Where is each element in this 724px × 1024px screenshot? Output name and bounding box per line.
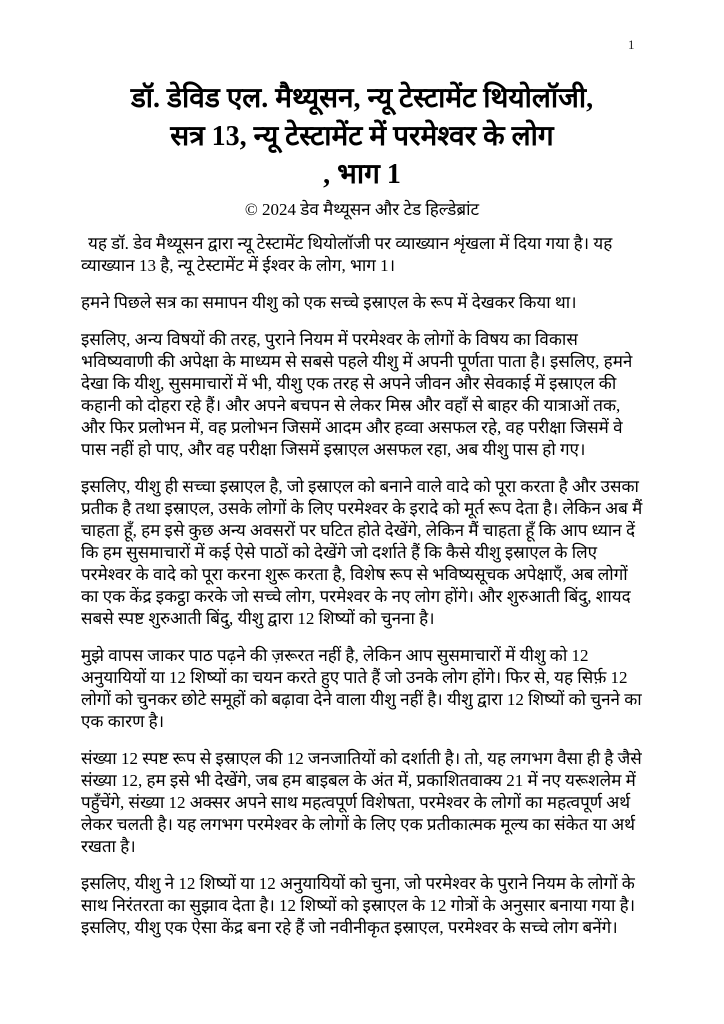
document-title	[0, 80, 724, 194]
paragraph-3: इसलिए, अन्य विषयों की तरह, पुराने नियम में परमेश्वर के लोगों के विषय का विकास भविष्यवाणी की अपेक्षा के माध्यम से सबसे पहले यीशु में अपनी पूर्णता पाता है। इसलिए, हमने देखा कि यीशु, सुसमाचारों में भी, यीशु एक तरह से अपने जीवन और सेवकाई में इस्राएल की कहानी को दोहरा रहे हैं। और अपने बचपन से लेकर मिस्र और वहाँ से बाहर की यात्राओं तक, और फिर प्रलोभन में, वह प्रलोभन जिसमें आदम और हव्वा असफल रहे, वह परीक्षा जिसमें वे पास नहीं हो पाए, और वह परीक्षा जिसमें इस्राएल असफल रहा, अब यीशु पास हो गए।	[81, 330, 633, 459]
title-line-3: , भाग 1	[323, 159, 401, 190]
document-body	[81, 233, 648, 939]
paragraph-4: इसलिए, यीशु ही सच्चा इस्राएल है, जो इस्राएल को बनाने वाले वादे को पूरा करता है और उसका प्रतीक है तथा इस्राएल, उसके लोगों के लिए परमेश्वर के इरादे को मूर्त रूप देता है। लेकिन अब मैं चाहता हूँ, हम इसे कुछ अन्य अवसरों पर घटित होते देखेंगे, लेकिन मैं चाहता हूँ कि आप ध्यान दें कि हम सुसमाचारों में कई ऐसे पाठों को देखेंगे जो दर्शाते हैं कि कैसे यीशु इस्राएल के लिए परमेश्वर के वादे को पूरा करना शुरू करता है, विशेष रूप से भविष्यसूचक अपेक्षाएँ, अब लोगों का एक केंद्र इकट्ठा करके जो सच्चे लोग, परमेश्वर के नए लोग होंगे। और शुरुआती बिंदु, शायद सबसे स्पष्ट शुरुआती बिंदु, यीशु द्वारा 12 शिष्यों को चुनना है।	[81, 477, 643, 628]
paragraph-1: यह डॉ. डेव मैथ्यूसन द्वारा न्यू टेस्टामेंट थियोलॉजी पर व्याख्यान शृंखला में दिया गया है। यह व्याख्यान 13 है, न्यू टेस्टामेंट में ईश्वर के लोग, भाग 1।	[81, 234, 613, 275]
page-number: 1	[628, 37, 635, 52]
paragraph-5: मुझे वापस जाकर पाठ पढ़ने की ज़रूरत नहीं है, लेकिन आप सुसमाचारों में यीशु को 12 अनुयायियों या 12 शिष्यों का चयन करते हुए पाते हैं जो उनके लोग होंगे। फिर से, यह सिर्फ़ 12 लोगों को चुनकर छोटे समूहों को बढ़ावा देने वाला यीशु नहीं है। यीशु द्वारा 12 शिष्यों को चुनने का एक कारण है।	[81, 646, 642, 731]
paragraph-7: इसलिए, यीशु ने 12 शिष्यों या 12 अनुयायियों को चुना, जो परमेश्वर के पुराने नियम के लोगों के साथ निरंतरता का सुझाव देता है। 12 शिष्यों को इस्राएल के 12 गोत्रों के अनुसार बनाया गया है। इसलिए, यीशु एक ऐसा केंद्र बना रहे हैं जो नवीनीकृत इस्राएल, परमेश्वर के सच्चे लोग बनेंगे।	[81, 874, 636, 937]
title-line-1: डॉ. डेविड एल. मैथ्यूसन, न्यू टेस्टामेंट थियोलॉजी,	[130, 83, 594, 114]
title-line-2: सत्र 13, न्यू टेस्टामेंट में परमेश्वर के लोग	[170, 121, 554, 152]
paragraph-2: हमने पिछले सत्र का समापन यीशु को एक सच्चे इस्राएल के रूप में देखकर किया था।	[81, 293, 577, 312]
paragraph-6: संख्या 12 स्पष्ट रूप से इस्राएल की 12 जनजातियों को दर्शाती है। तो, यह लगभग वैसा ही है जैसे संख्या 12, हम इसे भी देखेंगे, जब हम बाइबल के अंत में, प्रकाशितवाक्य 21 में नए यरूशलेम में पहुँचेंगे, संख्या 12 अक्सर अपने साथ महत्वपूर्ण विशेषता, परमेश्वर के लोगों का महत्वपूर्ण अर्थ लेकर चलती है। यह लगभग परमेश्वर के लोगों के लिए एक प्रतीकात्मक मूल्य का संकेत या अर्थ रखता है।	[81, 749, 642, 856]
document-header	[0, 0, 724, 220]
copyright-line: © 2024 डेव मैथ्यूसन और टेड हिल्डेब्रांट	[244, 200, 480, 219]
